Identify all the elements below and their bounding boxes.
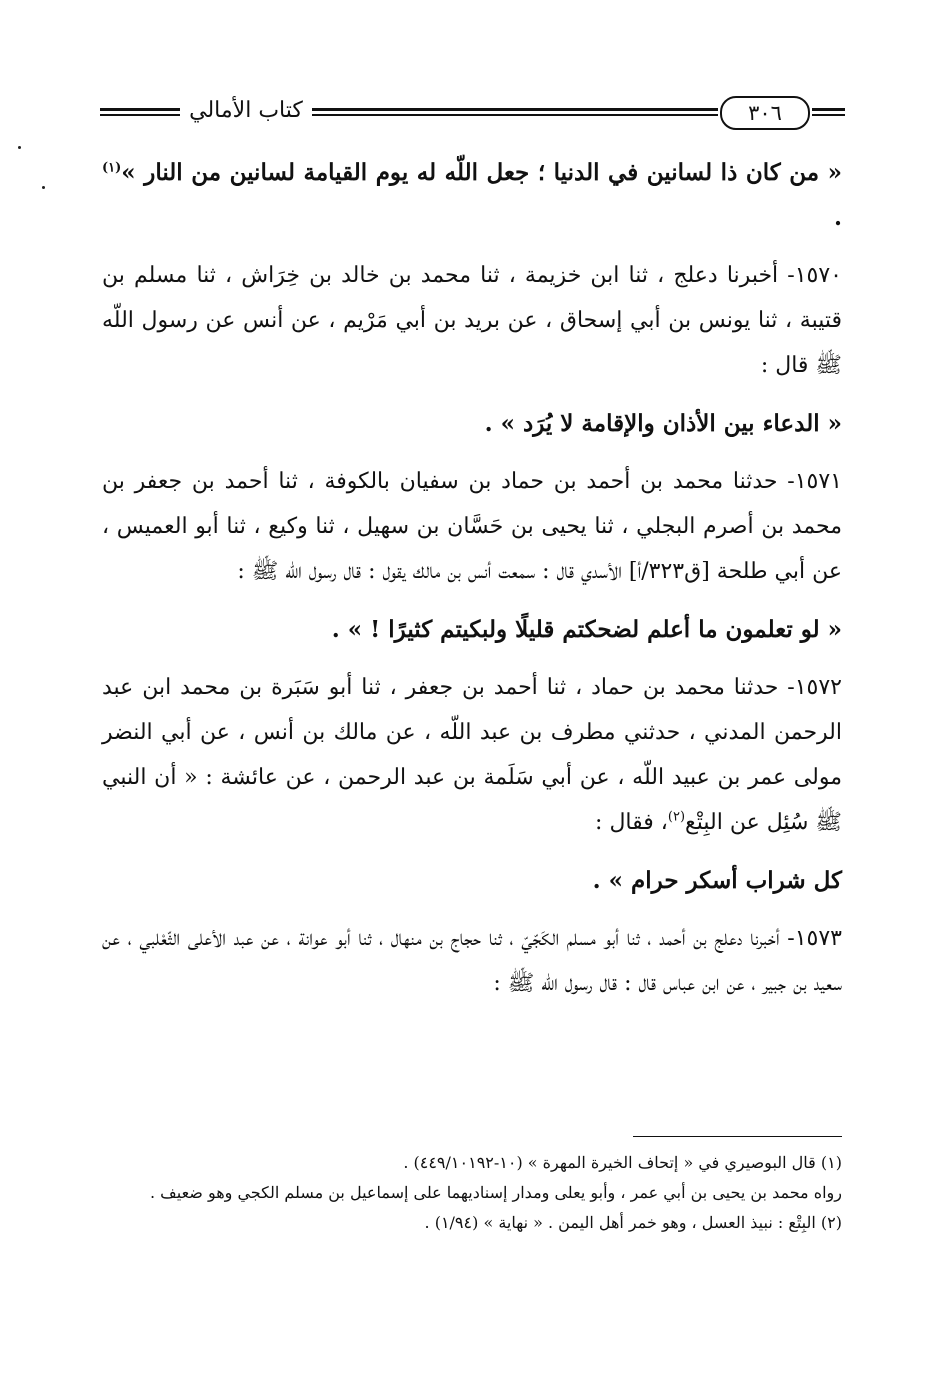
isnad-paragraph-1570: ١٥٧٠- أخبرنا دعلج ، ثنا ابن خزيمة ، ثنا محمد بن خالد بن خِرَاش ، ثنا مسلم بن قتيبة ، ثنا يونس بن أبي إسحاق ، عن بريد بن أبي مَرْيم ، عن أنس عن رسول اللّه ﷺ قال :: [102, 263, 842, 378]
para-1572-text: ١٥٧٢- حدثنا محمد بن حماد ، ثنا أحمد بن جعفر ، ثنا أبو سَبَرة بن محمد ابن عبد الرحمن المدني ، حدثني مطرف بن عبد اللّه ، عن مالك بن أنس ، عن أبي النضر مولى عمر بن عبيد اللّه ، عن أبي سَلَمة بن عبد الرحمن ، عن عائشة : « أن النبي ﷺ سُئِل عن البِتْع: [102, 675, 842, 835]
hadith-text: [102, 150, 842, 240]
book-title: كتاب الأمالي: [189, 98, 303, 123]
hadith-2: « الدعاء بين الأذان والإقامة لا يُرَد » .: [484, 410, 842, 437]
footnote-ref-1: (١): [102, 160, 122, 176]
footnote-separator: [633, 1136, 842, 1137]
footnote-1: (١) قال البوصيري في « إتحاف الخيرة المهرة » (١٠-٤٤٩/١٠١٩٢) .: [403, 1153, 842, 1172]
footnote-2: (٢) البِتْع : نبيذ العسل ، وهو خمر أهل اليمن . « نهاية » (١/٩٤) .: [424, 1213, 842, 1232]
page-header: [100, 92, 845, 138]
isnad-paragraph-1571: ١٥٧١- حدثنا محمد بن أحمد بن حماد بن سفيان بالكوفة ، ثنا أحمد بن جعفر بن محمد بن أصرم البجلي ، ثنا يحيى بن حَسَّان بن سهيل ، ثنا وكيع ، ثنا أبو العميس ، عن أبي طلحة [ق٣٢٣/أ] الأسدي قال : سمعت أنس بن مالك يقول : قال رسول اللّه ﷺ :: [102, 469, 842, 584]
footnote-ref-2: (٢): [667, 809, 686, 825]
hadith-1: « من كان ذا لسانين في الدنيا ؛ جعل اللّه له يوم القيامة لسانين من النار »: [121, 159, 842, 186]
isnad-paragraph-1572: [102, 665, 842, 845]
para-1572-end: ، فقال :: [595, 810, 668, 835]
main-text: [102, 150, 842, 1006]
header-rule-right: [812, 108, 845, 118]
scan-speck: [18, 146, 21, 149]
page-number: ٣٠٦: [720, 96, 810, 130]
hadith-4: كل شراب أسكر حرام » .: [592, 867, 842, 894]
header-rule-middle: [312, 108, 718, 118]
isnad-paragraph-1573: ١٥٧٣- أخبرنا دعلج بن أحمد ، ثنا أبو مسلم الكَجّيّ ، ثنا حجاج بن منهال ، ثنا أبو عوانة ، عن عبد الأعلى الثّعْلبي ، عن سعيد بن جبير ، عن ابن عباس قال : قال رسول اللّه ﷺ :: [102, 926, 842, 996]
scan-speck: [42, 186, 45, 189]
header-rule-left: [100, 108, 180, 118]
footnotes: [102, 1148, 842, 1238]
footnote-1-continued: رواه محمد بن يحيى بن أبي عمر ، وأبو يعلى ومدار إسناديهما على إسماعيل بن مسلم الكجي وهو ضعيف .: [150, 1183, 842, 1202]
hadith-1-end: .: [833, 204, 842, 231]
hadith-3: « لو تعلمون ما أعلم لضحكتم قليلًا ولبكيتم كثيرًا ! » .: [331, 616, 842, 643]
